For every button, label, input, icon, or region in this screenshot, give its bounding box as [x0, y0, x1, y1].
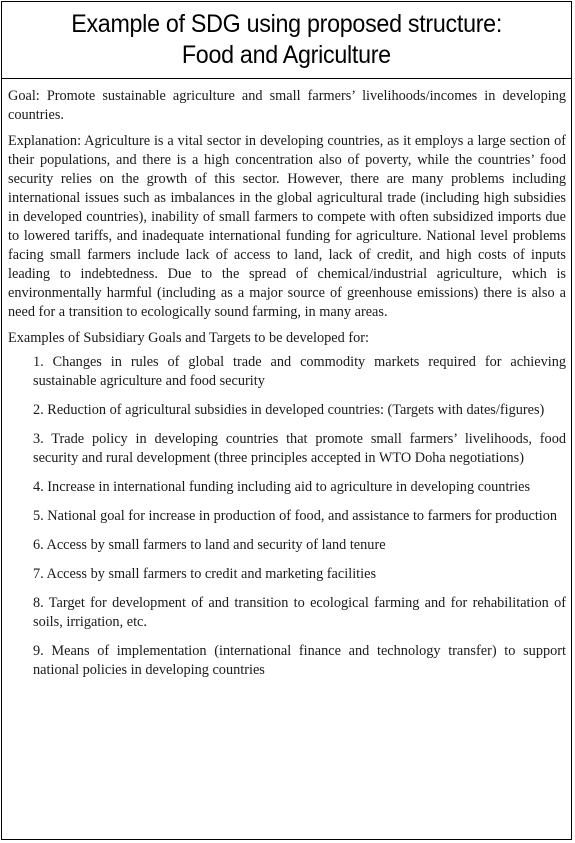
explanation-paragraph: Explanation: Agriculture is a vital sector in developing countries, as it employs a large section of their populations, and there is a high concentration also of poverty, while the countries’ food security relies on the growth of this sector. However, there are many problems including international issues such as imbalances in the global agricultural trade (including high subsidies in developed countries), inability of small farmers to compete with often subsidized imports due to lowered tariffs, and inadequate international funding for agriculture. National level problems facing small farmers include lack of access to land, lack of credit, and high costs of inputs leading to indebtedness. Due to the spread of chemical/industrial agriculture, which is environmentally harmful (including as a major source of greenhouse emissions) there is also a need for a transition to ecologically sound farming, in many areas.	[8, 133, 566, 320]
list-item: 2. Reduction of agricultural subsidies in developed countries: (Targets with dates/figures)	[33, 402, 545, 418]
list-item: 9. Means of implementation (international finance and technology transfer) to support national policies in developing countries	[33, 643, 566, 678]
subsidiary-goals-list	[8, 353, 566, 680]
list-item: 5. National goal for increase in production of food, and assistance to farmers for production	[33, 508, 558, 524]
document-header	[2, 2, 571, 79]
title-line-2: Food and Agriculture	[182, 41, 391, 69]
document-body	[2, 79, 571, 680]
list-item: 4. Increase in international funding including aid to agriculture in developing countries	[33, 479, 531, 495]
list-item: 3. Trade policy in developing countries that promote small farmers’ livelihoods, food security and rural development (three principles accepted in WTO Doha negotiations)	[33, 431, 566, 466]
examples-intro: Examples of Subsidiary Goals and Targets to be developed for:	[8, 330, 369, 346]
list-item: 6. Access by small farmers to land and security of land tenure	[33, 537, 386, 553]
list-item: 7. Access by small farmers to credit and marketing facilities	[33, 566, 377, 582]
title-line-1: Example of SDG using proposed structure:	[71, 10, 502, 38]
goal-paragraph: Goal: Promote sustainable agriculture and small farmers’ livelihoods/incomes in developing countries.	[8, 88, 566, 123]
list-item: 8. Target for development of and transition to ecological farming and for rehabilitation of soils, irrigation, etc.	[33, 595, 566, 630]
document-box	[1, 1, 572, 840]
list-item: 1. Changes in rules of global trade and commodity markets required for achieving sustainable agriculture and food security	[33, 354, 566, 389]
